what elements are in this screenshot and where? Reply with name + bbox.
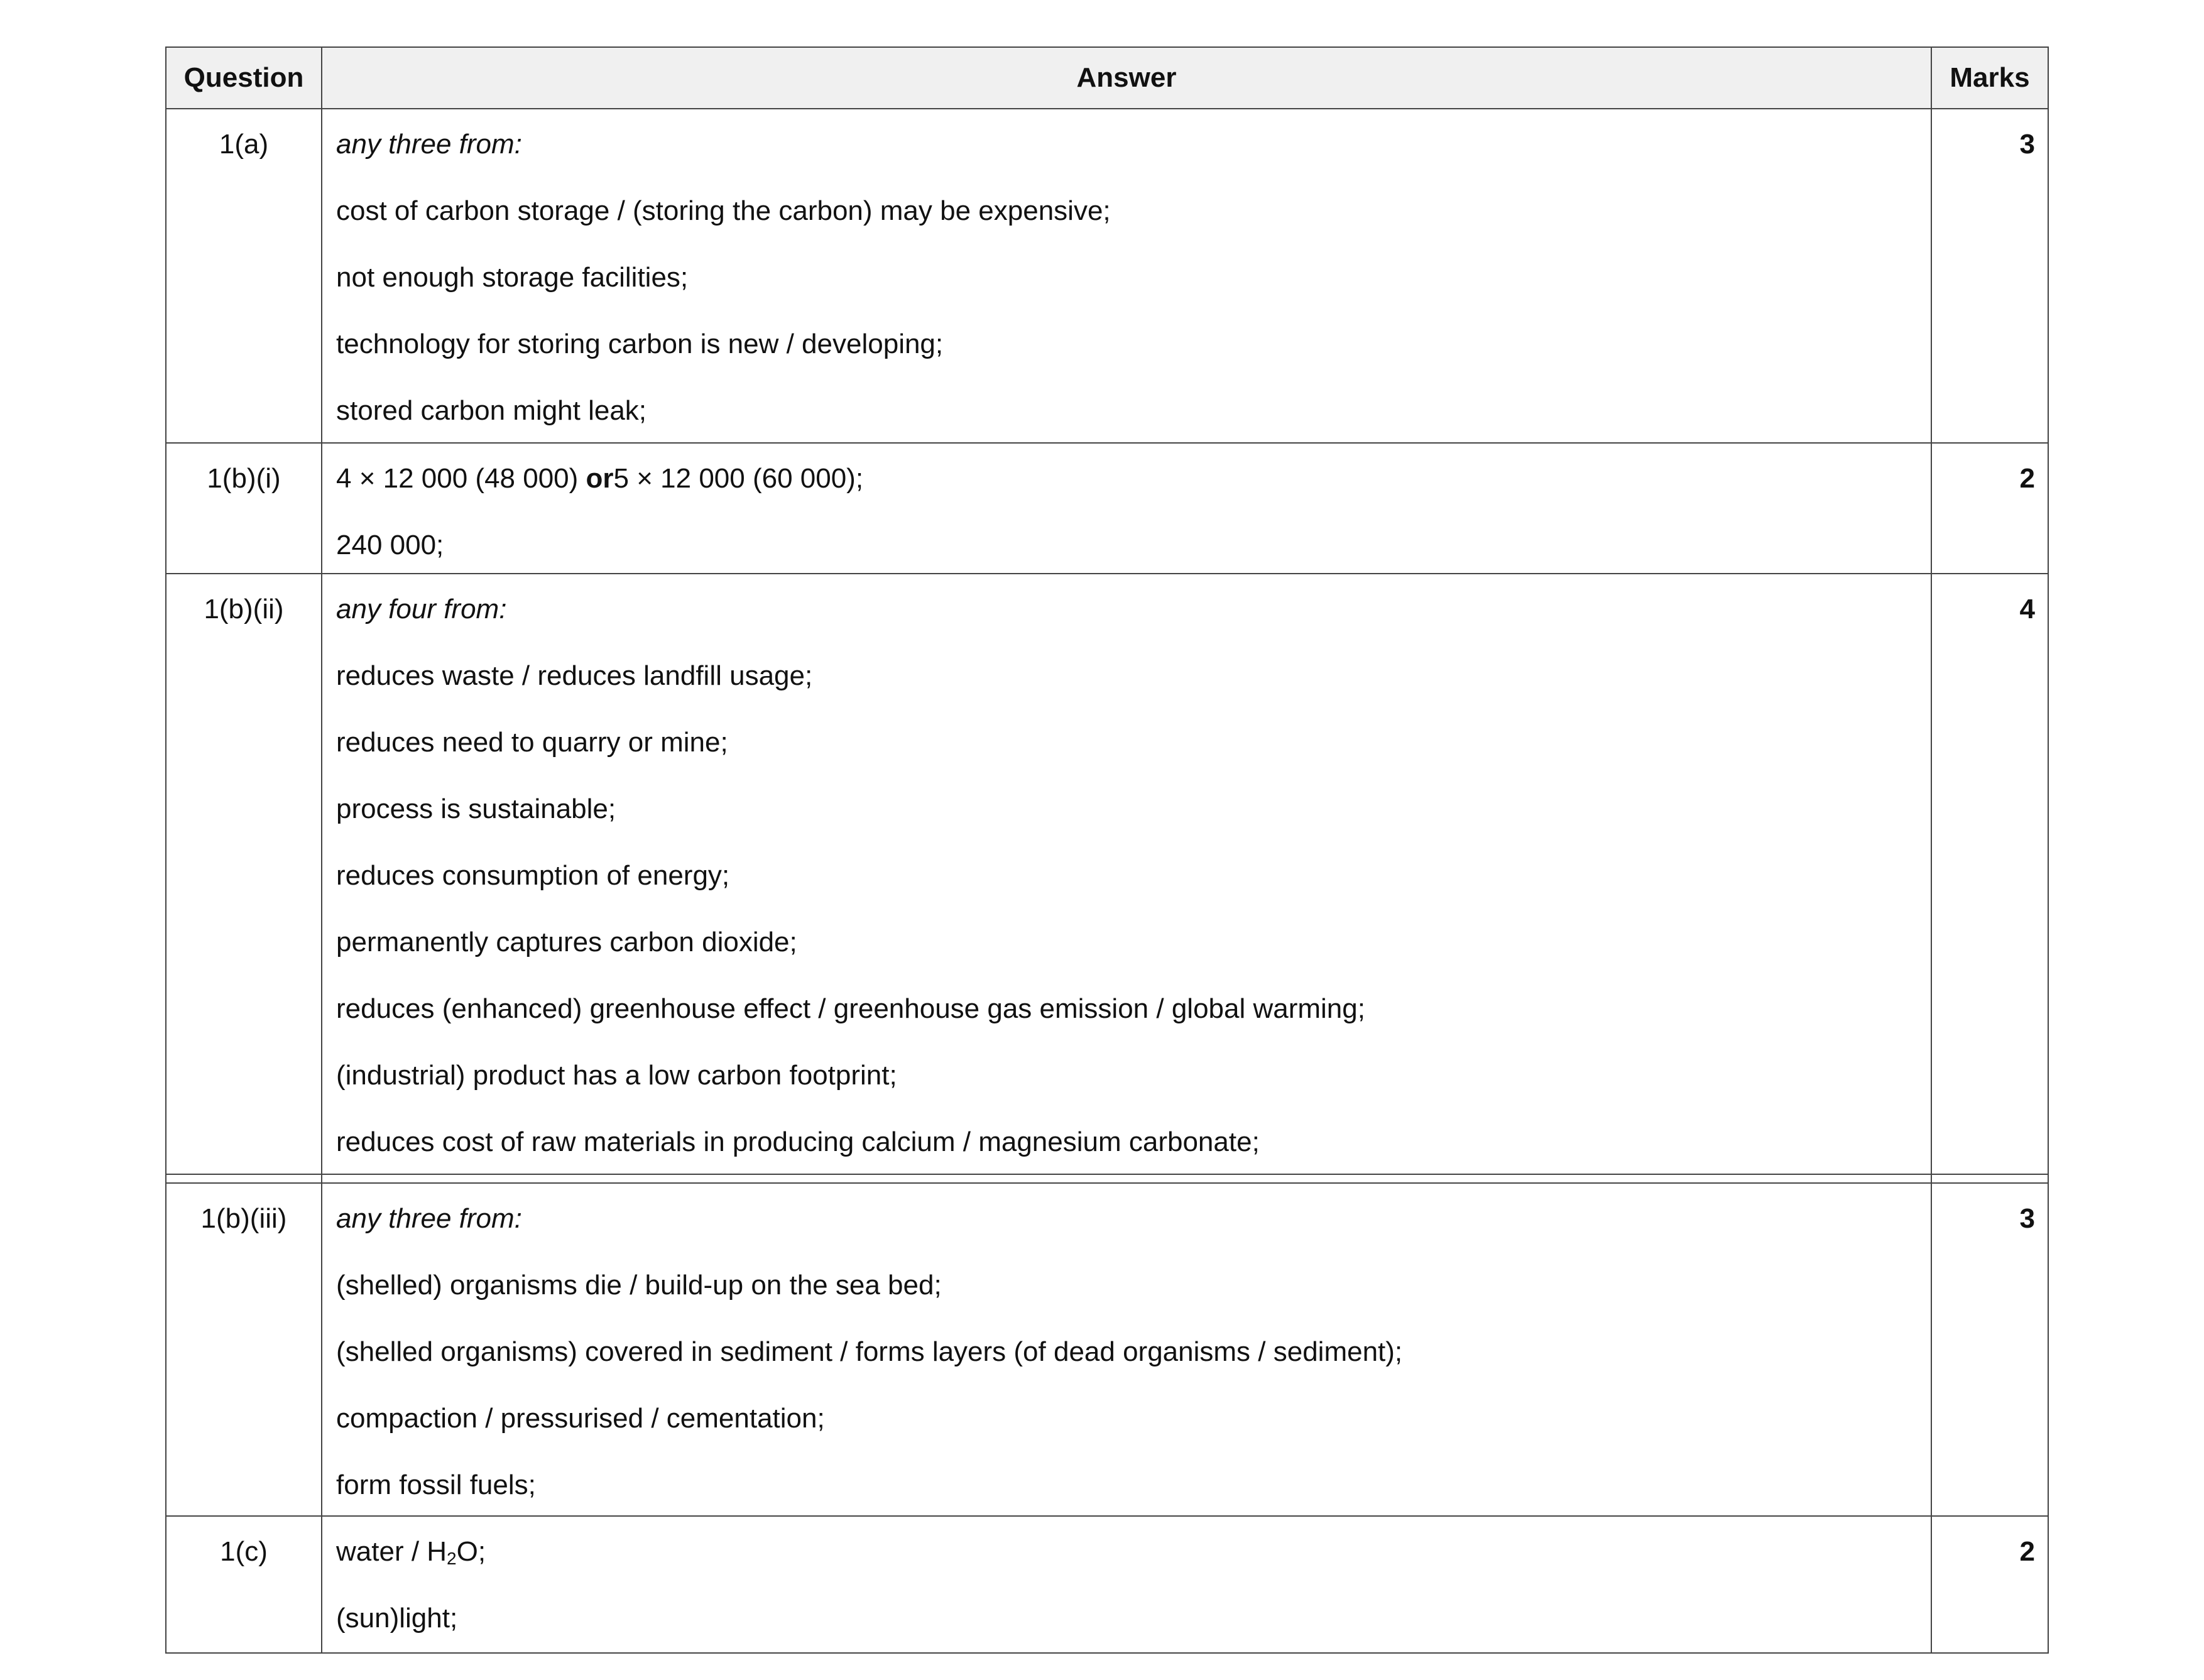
mark-scheme-table — [165, 46, 2049, 1654]
marks-value: 3 — [1931, 109, 2048, 443]
mark-scheme-page — [165, 46, 2048, 1654]
question-number: 1(b)(ii) — [166, 574, 322, 1174]
answer-point: technology for storing carbon is new / developing; — [336, 329, 944, 359]
answer-point: form fossil fuels; — [336, 1470, 536, 1500]
row-separator — [166, 1174, 2048, 1183]
separator-cell — [1931, 1174, 2048, 1183]
answer-instruction: any four from: — [336, 594, 507, 625]
water-subscript: 2 — [447, 1549, 457, 1568]
answer-point: (shelled) organisms die / build-up on the sea bed; — [336, 1270, 942, 1301]
water-formula-line — [336, 1534, 1918, 1569]
question-number: 1(b)(i) — [166, 443, 322, 574]
answer-point: cost of carbon storage / (storing the carbon) may be expensive; — [336, 195, 1111, 226]
answer-cell — [322, 1516, 1931, 1653]
water-prefix: water / H — [336, 1536, 447, 1567]
water-suffix: O; — [456, 1536, 486, 1567]
answer-cell — [322, 574, 1931, 1174]
marks-value: 2 — [1931, 443, 2048, 574]
answer-point: compaction / pressurised / cementation; — [336, 1403, 825, 1434]
answer-cell — [322, 109, 1931, 443]
answer-cell — [322, 443, 1931, 574]
marks-value: 2 — [1931, 1516, 2048, 1653]
answer-cell — [322, 1183, 1931, 1516]
table-row — [166, 574, 2048, 1174]
answer-point: (shelled organisms) covered in sediment / forms layers (of dead organisms / sediment); — [336, 1336, 1403, 1367]
or-keyword: or — [586, 463, 614, 494]
marks-column-header: Marks — [1931, 47, 2048, 109]
answer-point: (industrial) product has a low carbon footprint; — [336, 1060, 897, 1091]
calculation-part-1: 4 × 12 000 (48 000) — [336, 463, 586, 494]
answer-point: reduces (enhanced) greenhouse effect / greenhouse gas emission / global warming; — [336, 993, 1365, 1024]
question-number: 1(c) — [166, 1516, 322, 1653]
answer-point: (sun)light; — [336, 1603, 458, 1634]
answer-point: process is sustainable; — [336, 794, 616, 824]
table-row — [166, 443, 2048, 574]
answer-column-header: Answer — [322, 47, 1931, 109]
answer-point: not enough storage facilities; — [336, 262, 689, 293]
table-row — [166, 1516, 2048, 1653]
answer-point: permanently captures carbon dioxide; — [336, 927, 797, 957]
question-number: 1(b)(iii) — [166, 1183, 322, 1516]
answer-point: reduces cost of raw materials in producing calcium / magnesium carbonate; — [336, 1126, 1260, 1157]
answer-instruction: any three from: — [336, 129, 522, 160]
answer-point: 240 000; — [336, 530, 444, 560]
calculation-line — [336, 461, 1918, 496]
answer-point: reduces need to quarry or mine; — [336, 727, 728, 758]
table-row — [166, 109, 2048, 443]
table-header-row — [166, 47, 2048, 109]
separator-cell — [322, 1174, 1931, 1183]
separator-cell — [166, 1174, 322, 1183]
calculation-part-2: 5 × 12 000 (60 000); — [613, 463, 864, 494]
answer-point: reduces waste / reduces landfill usage; — [336, 660, 813, 691]
question-number: 1(a) — [166, 109, 322, 443]
marks-value: 3 — [1931, 1183, 2048, 1516]
answer-point: stored carbon might leak; — [336, 395, 647, 426]
question-column-header: Question — [166, 47, 322, 109]
answer-instruction: any three from: — [336, 1203, 522, 1234]
table-row — [166, 1183, 2048, 1516]
answer-point: reduces consumption of energy; — [336, 860, 730, 891]
marks-value: 4 — [1931, 574, 2048, 1174]
